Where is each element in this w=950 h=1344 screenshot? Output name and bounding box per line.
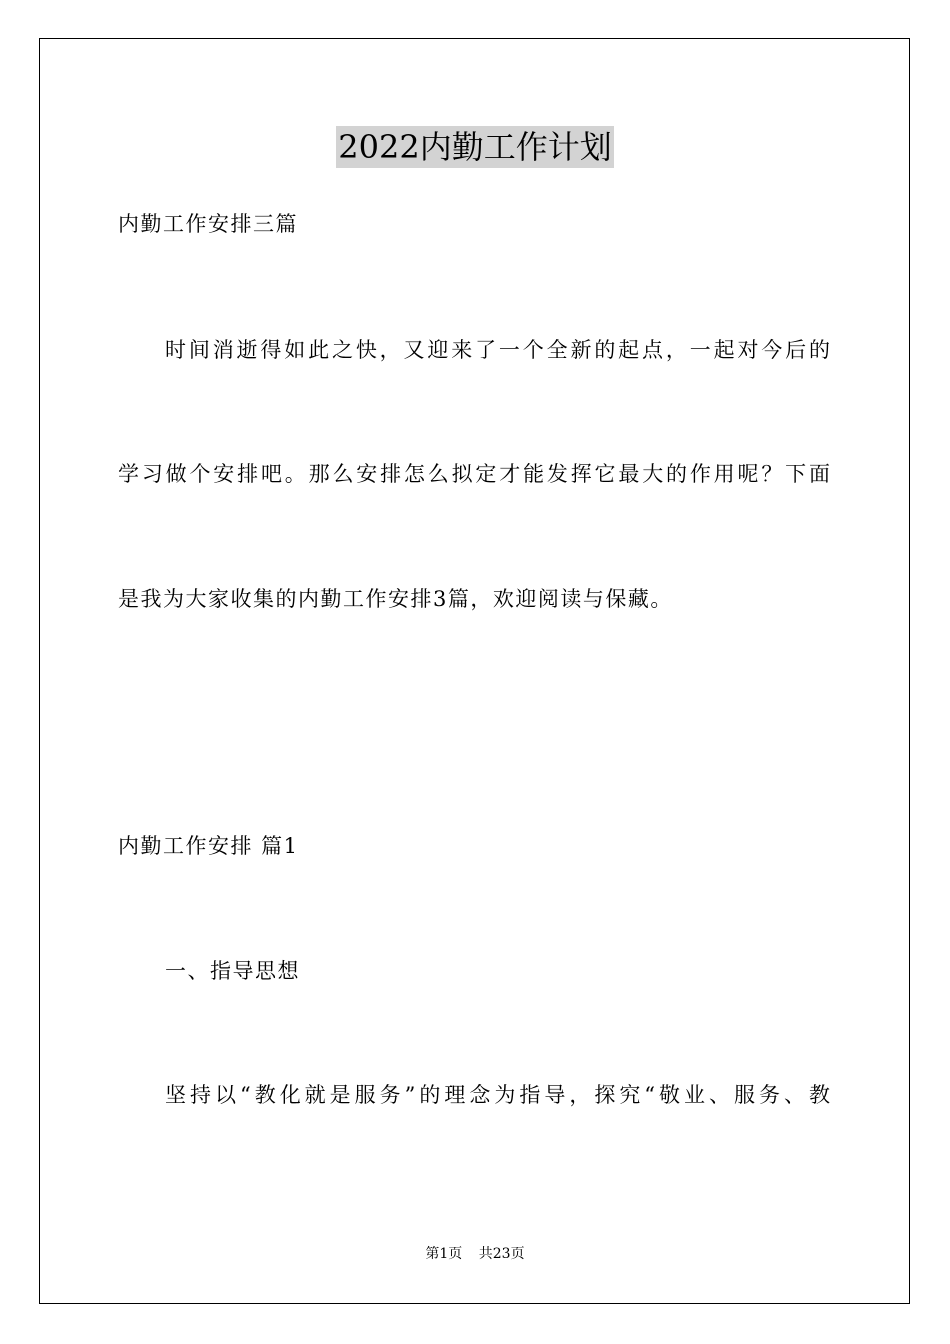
page-footer [0,1244,950,1264]
section-heading: 内勤工作安排三篇 [118,212,298,236]
list-heading: 一、指导思想 [165,959,300,983]
paragraph-line: 是我为大家收集的内勤工作安排3篇，欢迎阅读与保藏。 [118,587,673,611]
title-container [0,126,950,168]
document-title: 2022内勤工作计划 [338,128,612,166]
paragraph-line: 时间消逝得如此之快，又迎来了一个全新的起点，一起对今后的 [165,338,830,362]
page-number: 第1页 [425,1246,463,1262]
paragraph-line: 坚持以“教化就是服务”的理念为指导，探究“敬业、服务、教 [165,1083,830,1107]
paragraph-line: 学习做个安排吧。那么安排怎么拟定才能发挥它最大的作用呢？下面 [118,462,830,486]
page-total: 共23页 [478,1246,525,1262]
subsection-heading: 内勤工作安排 篇1 [118,834,299,858]
